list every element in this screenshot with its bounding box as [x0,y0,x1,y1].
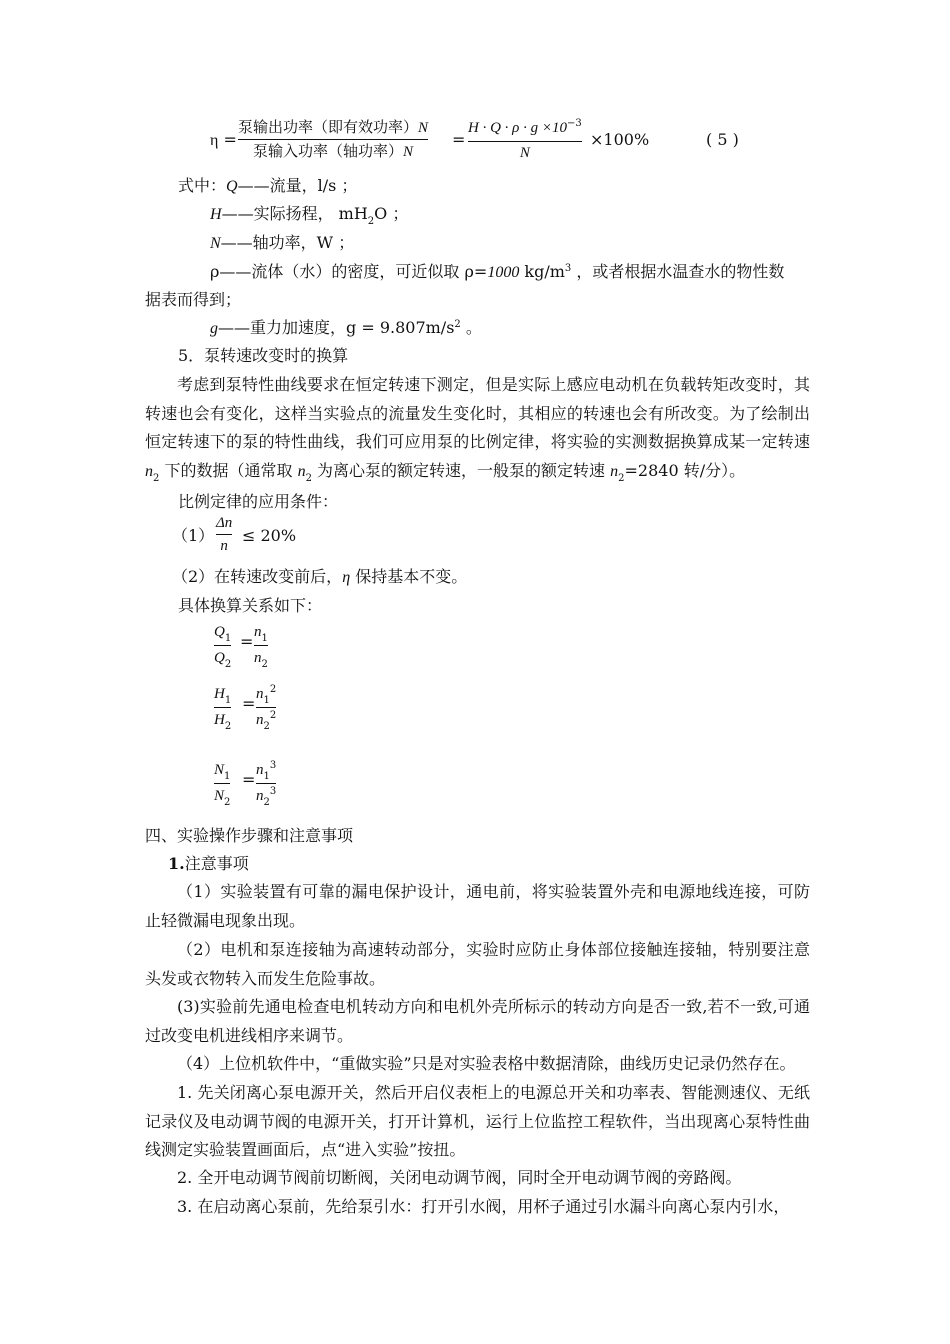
eq5-fraction-power: 泵输出功率（即有效功率）N 泵输入功率（轴功率）N [238,118,429,160]
condition-2: （2）在转速改变前后，η 保持基本不变。 [172,567,468,586]
eq5-percent: ×100% [590,130,650,149]
condition-1-fraction: Δn n [216,515,233,554]
relation-q-right: $n_1$ $n_2$ [254,624,268,670]
fraction-bar [238,139,428,140]
relation-h-left: $H_1$ $H_2$ [214,686,232,732]
where-h: H——实际扬程， $mH_2O$ ； [210,204,409,227]
note-1: （1）实验装置有可靠的漏电保护设计，通电前，将实验装置外壳和电源地线连接，可防止轻微漏电现象出现。 [145,882,810,930]
section-5-heading: 5．泵转速改变时的换算 [178,346,349,365]
where-g: g——重力加速度，$g = 9.807m/s^2$ 。 [210,318,482,337]
fraction-bar [468,141,582,142]
relation-n-left: $N_1$ $N_2$ [214,762,231,808]
relation-h-equals: = [242,694,256,713]
condition-1-label: （1） [172,526,215,545]
where-q: 式中：Q——流量，l/s ； [178,176,358,195]
eq5-eta: η = [210,130,237,149]
relation-n-right: $n_1^3$ $n_2^3$ [256,760,277,808]
relation-q-equals: = [240,632,254,651]
section-4-heading: 四、实验操作步骤和注意事项 [145,826,354,845]
note-3: (3)实验前先通电检查电机转动方向和电机外壳所标示的转动方向是否一致,若不一致,可通过改变电机进线相序来调节。 [145,997,810,1045]
step-1: 1. 先关闭离心泵电源开关，然后开启仪表柜上的电源总开关和功率表、智能测速仪、无纸记录仪及电动调节阀的电源开关，打开计算机，运行上位监控工程软件，当出现离心泵特性曲线测定实验装置画面后，点“进入实验”按扭。 [145,1083,810,1159]
eq5-fraction-formula: $H \cdot Q \cdot \rho \cdot g \times 10^{-3}$ N [468,118,582,161]
notes-heading: 1.注意事项 [168,854,249,873]
where-rho: ρ——流体（水）的密度，可近似取 ρ=1000 $kg/m^3$ ，或者根据水温查水的物性数 [210,262,785,281]
relation-h-right: $n_1^2$ $n_2^2$ [256,684,277,732]
where-rho-cont: 据表而得到； [145,290,242,309]
relations-heading: 具体换算关系如下： [178,596,323,615]
condition-1-limit: ≤ 20% [242,526,297,545]
step-3: 3. 在启动离心泵前，先给泵引水：打开引水阀，用杯子通过引水漏斗向离心泵内引水， [177,1197,790,1216]
step-2: 2. 全开电动调节阀前切断阀，关闭电动调节阀，同时全开电动调节阀的旁路阀。 [177,1168,742,1187]
conditions-heading: 比例定律的应用条件： [178,492,339,511]
note-4: （4）上位机软件中，“重做实验”只是对实验表格中数据清除，曲线历史记录仍然存在。 [177,1054,796,1073]
equation-number: ( 5 ) [706,130,739,149]
relation-n-equals: = [242,770,256,789]
section-5-paragraph: 考虑到泵特性曲线要求在恒定转速下测定，但是实际上感应电动机在负载转矩改变时，其转速也会有变化，这样当实验点的流量发生变化时，其相应的转速也会有所改变。为了绘制出恒定转速下的泵的特性曲线，我们可应用泵的比例定律，将实验的实测数据换算成某一定转速 $n_2$ 下的数据（通常取 $n_2$ 为离心泵的额定转速，一般泵的额定转速 $n_2=2840$ 转/分）。 [145,375,810,484]
note-2: （2）电机和泵连接轴为高速转动部分，实验时应防止身体部位接触连接轴，特别要注意头发或衣物转入而发生危险事故。 [145,940,810,988]
eq5-equals: = [452,130,466,149]
where-n: N——轴功率，W ； [210,233,355,252]
relation-q-left: $Q_1$ $Q_2$ [214,624,232,670]
